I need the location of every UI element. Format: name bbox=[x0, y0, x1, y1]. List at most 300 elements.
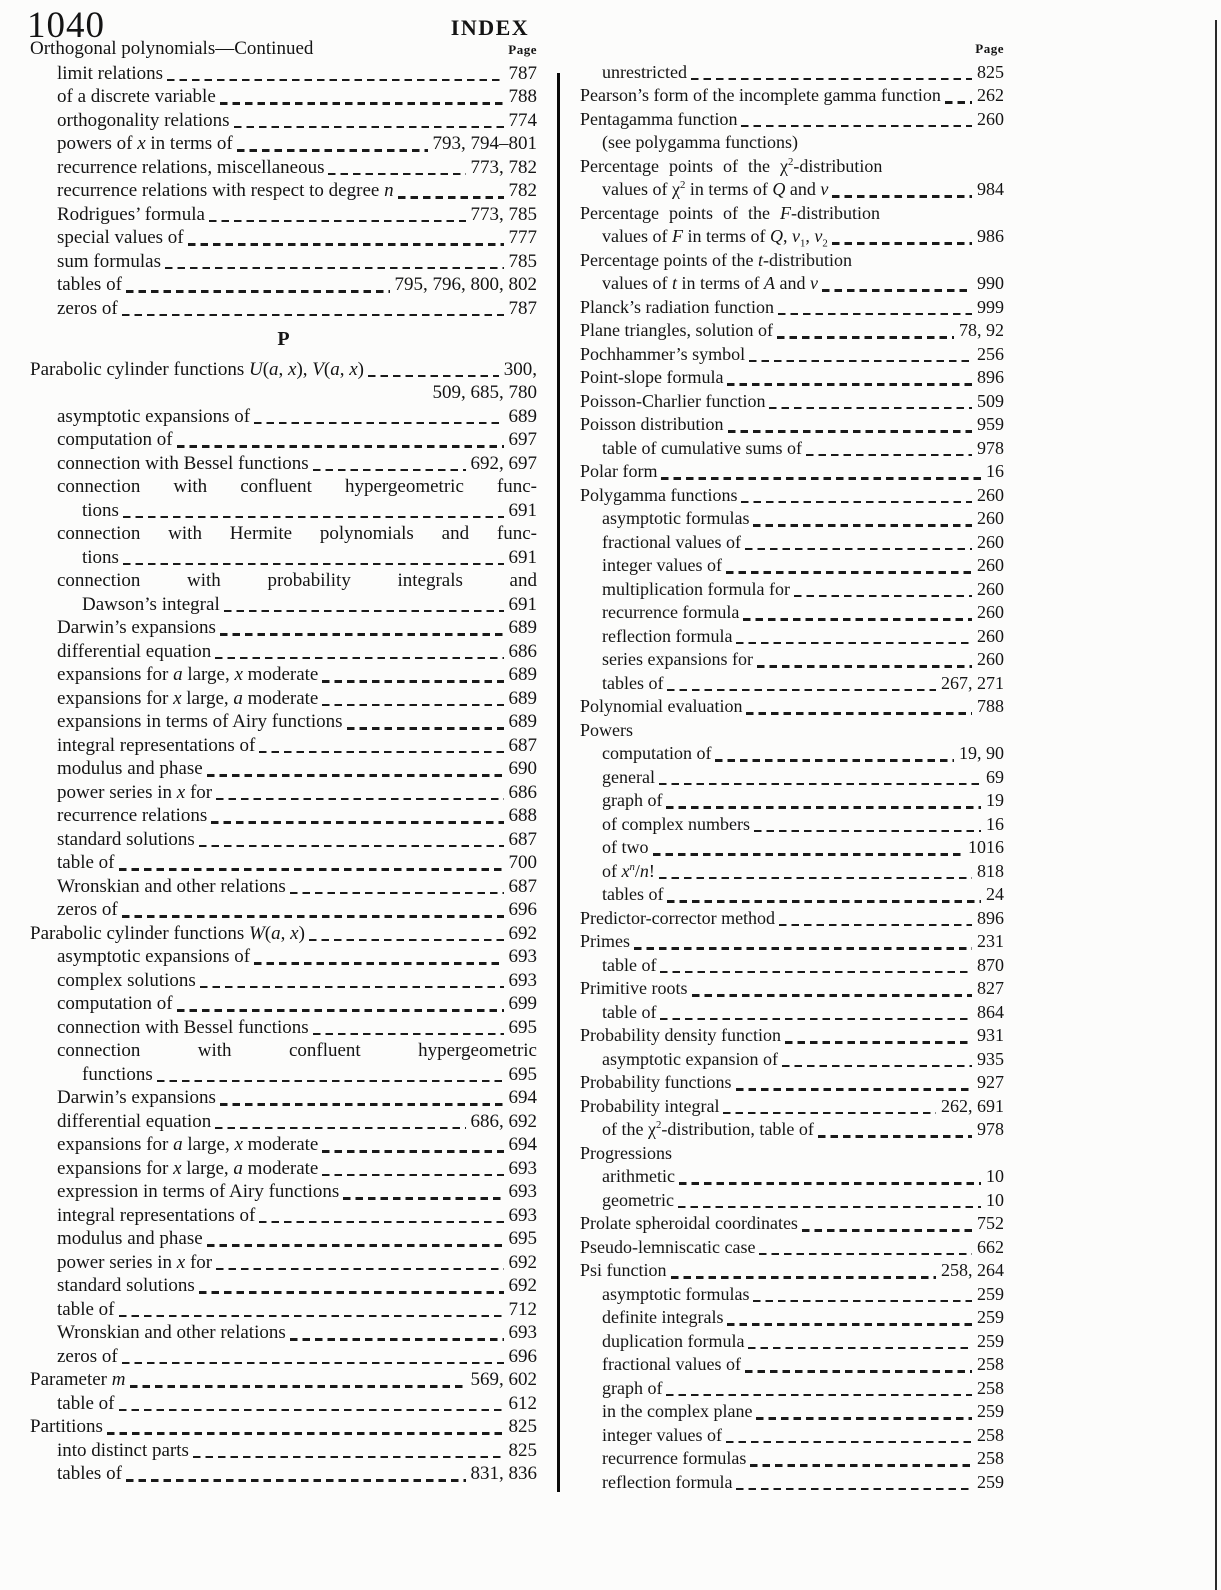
page-number: 927 bbox=[977, 1072, 1004, 1092]
entry-text: connection with Hermite polynomials and func- bbox=[57, 523, 537, 544]
page-number: 978 bbox=[977, 437, 1004, 458]
dot-leader bbox=[661, 477, 981, 480]
scan-edge-line bbox=[1215, 20, 1217, 1590]
dot-leader bbox=[756, 1417, 972, 1420]
page-column-label: Page bbox=[975, 41, 1004, 56]
dot-leader bbox=[234, 126, 504, 129]
page-number: 825 bbox=[508, 1416, 537, 1437]
index-entry bbox=[30, 922, 537, 946]
page-number: 700 bbox=[508, 852, 537, 873]
entry-text: Poisson distribution bbox=[580, 414, 724, 434]
dot-leader bbox=[667, 689, 936, 692]
entry-text: Rodrigues’ formula bbox=[57, 203, 205, 225]
page-number: 260 bbox=[977, 555, 1004, 575]
index-entry bbox=[580, 1212, 1004, 1236]
dot-leader bbox=[745, 1370, 972, 1373]
index-entry bbox=[580, 272, 1004, 296]
index-entry bbox=[580, 954, 1004, 978]
index-entry bbox=[30, 1086, 537, 1110]
dot-leader bbox=[224, 610, 504, 613]
entry-text: Predictor-corrector method bbox=[580, 907, 776, 928]
page-number: 259 bbox=[977, 1471, 1004, 1492]
page-number: 260 bbox=[977, 484, 1004, 505]
entry-text: tions bbox=[82, 499, 119, 521]
entry-text: Poisson-Charlier function bbox=[580, 390, 766, 411]
dot-leader bbox=[757, 665, 972, 668]
entry-text: Darwin’s expansions bbox=[57, 1087, 216, 1108]
index-entry bbox=[30, 781, 537, 805]
entry-text: special values of bbox=[57, 227, 184, 248]
dot-leader bbox=[832, 242, 972, 245]
index-entry bbox=[580, 578, 1004, 602]
dot-leader bbox=[666, 1394, 972, 1397]
index-entry bbox=[580, 484, 1004, 508]
entry-text: computation of bbox=[57, 993, 173, 1014]
page-number: 258 bbox=[977, 1354, 1004, 1374]
index-entry bbox=[580, 648, 1004, 672]
entry-text: expansions for a large, x moderate bbox=[57, 664, 319, 685]
dot-leader bbox=[123, 563, 504, 566]
index-entry bbox=[30, 1227, 537, 1251]
index-entry bbox=[30, 273, 537, 297]
entry-text: modulus and phase bbox=[57, 758, 203, 779]
index-entry bbox=[580, 719, 1004, 743]
index-entry bbox=[30, 297, 537, 321]
index-entry bbox=[30, 992, 537, 1016]
page-number: 691 bbox=[508, 499, 537, 521]
index-entry bbox=[30, 1392, 537, 1416]
entry-text: (see polygamma functions) bbox=[602, 132, 798, 152]
dot-leader bbox=[659, 877, 972, 880]
page-number: 896 bbox=[977, 367, 1004, 387]
index-entry bbox=[30, 156, 537, 180]
dot-leader bbox=[259, 1221, 503, 1224]
dot-leader bbox=[726, 1441, 972, 1444]
index-entry bbox=[580, 249, 1004, 273]
entry-text: integral representations of bbox=[57, 734, 256, 756]
entry-text: recurrence relations with respect to degree n bbox=[57, 180, 394, 201]
page-number: 712 bbox=[508, 1298, 537, 1320]
entry-text: connection with confluent hypergeometric func- bbox=[57, 476, 537, 497]
entry-text: P bbox=[277, 328, 290, 350]
index-entry bbox=[580, 390, 1004, 414]
entry-text: tables of bbox=[602, 884, 664, 904]
index-entry bbox=[30, 804, 537, 828]
dot-leader bbox=[679, 1182, 981, 1185]
entry-text: graph of bbox=[602, 1377, 663, 1398]
page-number: 689 bbox=[508, 687, 537, 709]
dot-leader bbox=[678, 1206, 981, 1209]
index-entry bbox=[30, 499, 537, 523]
page-number: 694 bbox=[508, 1134, 537, 1155]
page-number: 260 bbox=[977, 508, 1004, 528]
entry-text: Primes bbox=[580, 931, 631, 951]
entry-text: modulus and phase bbox=[57, 1228, 203, 1249]
entry-text: expansions for x large, a moderate bbox=[57, 1157, 319, 1179]
index-entry bbox=[580, 1306, 1004, 1330]
dot-leader bbox=[745, 548, 972, 551]
dot-leader bbox=[207, 774, 504, 777]
page-number: 864 bbox=[977, 1001, 1004, 1022]
page-number: 692, 697 bbox=[470, 452, 537, 474]
index-entry bbox=[30, 1110, 537, 1134]
page-number: 773, 782 bbox=[470, 156, 537, 178]
dot-leader bbox=[727, 1323, 972, 1326]
entry-text: integral representations of bbox=[57, 1204, 256, 1226]
index-entry bbox=[580, 108, 1004, 132]
entry-text: Planck’s radiation function bbox=[580, 296, 774, 317]
entry-text: integer values of bbox=[602, 555, 722, 575]
entry-text: Probability density function bbox=[580, 1025, 781, 1045]
page-number: 827 bbox=[977, 978, 1004, 998]
index-entry bbox=[30, 687, 537, 711]
page-number: 258 bbox=[977, 1424, 1004, 1445]
index-entry bbox=[580, 1283, 1004, 1307]
dot-leader bbox=[398, 196, 504, 199]
page-number: 691 bbox=[508, 593, 537, 615]
entry-text: recurrence formula bbox=[602, 602, 740, 622]
entry-text: Parabolic cylinder functions W(a, x) bbox=[30, 922, 305, 944]
entry-text: arithmetic bbox=[602, 1166, 675, 1186]
page-number: 693 bbox=[508, 1204, 537, 1226]
page-number: 19 bbox=[986, 790, 1004, 810]
page-number: 695 bbox=[508, 1016, 537, 1038]
entry-text: expansions in terms of Airy functions bbox=[57, 711, 343, 732]
page-number: 825 bbox=[977, 61, 1004, 82]
dot-leader bbox=[667, 900, 981, 903]
page-number: 695 bbox=[508, 1063, 537, 1085]
index-entry bbox=[30, 616, 537, 640]
index-entry bbox=[580, 625, 1004, 649]
index-entry bbox=[580, 1001, 1004, 1025]
index-entry bbox=[30, 640, 537, 664]
index-entry bbox=[30, 1274, 537, 1298]
entry-text: fractional values of bbox=[602, 1354, 741, 1374]
index-entry bbox=[580, 813, 1004, 837]
page-number: 692 bbox=[508, 1251, 537, 1273]
dot-leader bbox=[666, 806, 981, 809]
page-number: 773, 785 bbox=[470, 203, 537, 225]
page-number: 262, 691 bbox=[941, 1095, 1004, 1116]
page-number: 787 bbox=[508, 62, 537, 84]
index-entry bbox=[30, 358, 537, 382]
dot-leader bbox=[220, 1103, 504, 1106]
dot-leader bbox=[290, 1338, 504, 1341]
dot-leader bbox=[322, 1174, 503, 1177]
entry-text: recurrence relations bbox=[57, 805, 208, 826]
dot-leader bbox=[126, 1479, 466, 1482]
page-number: 662 bbox=[977, 1236, 1004, 1257]
dot-leader bbox=[177, 1009, 504, 1012]
entry-text: power series in x for bbox=[57, 1251, 213, 1273]
entry-text: fractional values of bbox=[602, 531, 741, 552]
dot-leader bbox=[254, 422, 503, 425]
page-number: 259 bbox=[977, 1401, 1004, 1421]
page-number: 931 bbox=[977, 1025, 1004, 1045]
dot-leader bbox=[659, 783, 981, 786]
page-number: 686 bbox=[508, 640, 537, 662]
index-entry bbox=[30, 250, 537, 274]
page-number: 258, 264 bbox=[941, 1260, 1004, 1280]
right-index-column bbox=[580, 37, 1004, 1494]
index-entry bbox=[580, 1236, 1004, 1260]
dot-leader bbox=[753, 524, 972, 527]
index-entry bbox=[30, 710, 537, 734]
entry-text: zeros of bbox=[57, 297, 118, 319]
entry-text: tables of bbox=[57, 1463, 122, 1484]
entry-text: differential equation bbox=[57, 1110, 212, 1132]
entry-text: graph of bbox=[602, 790, 663, 810]
entry-text: Polynomial evaluation bbox=[580, 696, 743, 716]
entry-text: Polygamma functions bbox=[580, 484, 738, 505]
index-entry bbox=[580, 507, 1004, 531]
dot-leader bbox=[328, 173, 465, 176]
page-number: 10 bbox=[986, 1189, 1004, 1210]
index-entry bbox=[30, 132, 537, 156]
page-number: 693 bbox=[508, 946, 537, 967]
dot-leader bbox=[130, 1385, 466, 1388]
index-entry bbox=[30, 663, 537, 687]
page-column-label: Page bbox=[508, 42, 537, 57]
entry-text: Partitions bbox=[30, 1416, 103, 1437]
dot-leader bbox=[634, 947, 972, 950]
entry-text: Probability functions bbox=[580, 1072, 732, 1092]
entry-text: Pseudo-lemniscatic case bbox=[580, 1236, 756, 1257]
entry-text: recurrence formulas bbox=[602, 1448, 747, 1468]
index-entry bbox=[580, 437, 1004, 461]
dot-leader bbox=[368, 375, 499, 378]
entry-text: expression in terms of Airy functions bbox=[57, 1181, 340, 1202]
index-entry bbox=[30, 1133, 537, 1157]
page-number: 258 bbox=[977, 1377, 1004, 1398]
dot-leader bbox=[167, 79, 503, 82]
index-entry bbox=[580, 1377, 1004, 1401]
index-entry bbox=[580, 296, 1004, 320]
index-entry bbox=[30, 405, 537, 429]
entry-text: Pochhammer’s symbol bbox=[580, 343, 746, 364]
entry-text: sum formulas bbox=[57, 250, 161, 272]
page-number: 69 bbox=[986, 766, 1004, 787]
index-entry bbox=[30, 1368, 537, 1392]
entry-text: reflection formula bbox=[602, 1471, 733, 1492]
index-entry bbox=[580, 1259, 1004, 1283]
dot-leader bbox=[157, 1080, 504, 1083]
page-number: 509, 685, 780 bbox=[432, 382, 537, 403]
index-entry bbox=[30, 898, 537, 922]
dot-leader bbox=[215, 657, 503, 660]
index-entry bbox=[30, 226, 537, 250]
page-number: 19, 90 bbox=[959, 743, 1004, 763]
index-entry bbox=[580, 554, 1004, 578]
page-number: 697 bbox=[508, 429, 537, 450]
entry-text: Primitive roots bbox=[580, 978, 688, 998]
dot-leader bbox=[802, 1229, 972, 1232]
entry-text: Point-slope formula bbox=[580, 367, 724, 387]
entry-text: Percentage points of the $\chi^2$-distribution bbox=[580, 155, 883, 176]
entry-text: Pentagamma function bbox=[580, 108, 738, 129]
page-number: 24 bbox=[986, 884, 1004, 904]
index-entry bbox=[30, 875, 537, 899]
dot-leader bbox=[727, 383, 972, 386]
entry-text: geometric bbox=[602, 1189, 674, 1210]
entry-text: zeros of bbox=[57, 899, 118, 920]
dot-leader bbox=[832, 195, 972, 198]
entry-text: integer values of bbox=[602, 1424, 722, 1445]
page-number: 16 bbox=[986, 813, 1004, 834]
dot-leader bbox=[749, 360, 972, 363]
index-entry bbox=[580, 1071, 1004, 1095]
page-number: 782 bbox=[508, 180, 537, 201]
index-entry bbox=[30, 428, 537, 452]
page-number: 777 bbox=[508, 227, 537, 248]
page-number: 1016 bbox=[968, 837, 1004, 857]
index-entry bbox=[30, 969, 537, 993]
entry-text: expansions for a large, x moderate bbox=[57, 1134, 319, 1155]
page-number: 787 bbox=[508, 297, 537, 319]
page-number: 689 bbox=[508, 711, 537, 732]
dot-leader bbox=[671, 1276, 936, 1279]
entry-text: connection with probability integrals and bbox=[57, 570, 537, 591]
entry-text: reflection formula bbox=[602, 625, 733, 646]
index-entry bbox=[580, 225, 1004, 249]
entry-text: asymptotic formulas bbox=[602, 1283, 750, 1304]
dot-leader bbox=[165, 267, 504, 270]
page-number: 688 bbox=[508, 805, 537, 826]
index-entry bbox=[30, 546, 537, 570]
page-title: INDEX bbox=[450, 15, 530, 40]
page-number: 267, 271 bbox=[941, 672, 1004, 693]
index-entry bbox=[580, 460, 1004, 484]
index-entry bbox=[580, 366, 1004, 390]
dot-leader bbox=[122, 314, 504, 317]
index-entry bbox=[580, 1330, 1004, 1354]
dot-leader bbox=[254, 962, 503, 965]
page-number: 686, 692 bbox=[470, 1110, 537, 1132]
entry-text: differential equation bbox=[57, 640, 212, 662]
page-number: 569, 602 bbox=[470, 1369, 537, 1390]
dot-leader bbox=[199, 1291, 504, 1294]
page-number: 687 bbox=[508, 734, 537, 756]
index-entry bbox=[30, 179, 537, 203]
index-entry bbox=[30, 569, 537, 593]
dot-leader bbox=[794, 595, 972, 598]
entry-text: power series in x for bbox=[57, 781, 213, 803]
index-entry bbox=[580, 977, 1004, 1001]
dot-leader bbox=[122, 915, 504, 918]
entry-text: Psi function bbox=[580, 1260, 667, 1280]
entry-text: asymptotic formulas bbox=[602, 508, 750, 528]
dot-leader bbox=[777, 336, 954, 339]
entry-text: Parameter m bbox=[30, 1369, 126, 1390]
index-entry bbox=[30, 828, 537, 852]
index-entry bbox=[30, 62, 537, 86]
entry-text: values of F in terms of Q, $\nu_1$, $\nu_2$ bbox=[602, 226, 828, 250]
index-entry bbox=[30, 593, 537, 617]
index-entry bbox=[580, 1189, 1004, 1213]
index-entry bbox=[580, 930, 1004, 954]
index-entry bbox=[580, 1471, 1004, 1495]
dot-leader bbox=[691, 78, 972, 81]
entry-text: table of bbox=[57, 1392, 115, 1414]
page-number: 256 bbox=[977, 343, 1004, 364]
index-entry bbox=[30, 37, 537, 62]
page-number: 689 bbox=[508, 664, 537, 685]
page-number: 689 bbox=[508, 405, 537, 427]
page-number: 984 bbox=[977, 179, 1004, 199]
index-entry bbox=[30, 452, 537, 476]
index-entry bbox=[580, 883, 1004, 907]
page-number: 687 bbox=[508, 875, 537, 897]
index-entry bbox=[580, 1095, 1004, 1119]
entry-text: in the complex plane bbox=[602, 1401, 753, 1421]
index-entry bbox=[30, 1063, 537, 1087]
dot-leader bbox=[347, 727, 504, 730]
dot-leader bbox=[748, 1347, 972, 1350]
index-entry bbox=[580, 742, 1004, 766]
page-number: 259 bbox=[977, 1330, 1004, 1351]
dot-leader bbox=[215, 1127, 465, 1130]
page-number: 818 bbox=[977, 860, 1004, 881]
entry-text: Percentage points of the t-distribution bbox=[580, 249, 852, 270]
dot-leader bbox=[259, 751, 503, 754]
entry-text: powers of x in terms of bbox=[57, 133, 233, 154]
entry-text: limit relations bbox=[57, 62, 164, 84]
dot-leader bbox=[216, 798, 503, 801]
dot-leader bbox=[200, 986, 504, 989]
index-entry bbox=[30, 475, 537, 499]
page-number: 692 bbox=[508, 922, 537, 944]
dot-leader bbox=[785, 1041, 972, 1044]
page-number: 978 bbox=[977, 1119, 1004, 1139]
entry-text: table of bbox=[602, 1001, 657, 1022]
page-number: 262 bbox=[977, 85, 1004, 105]
index-entry bbox=[580, 836, 1004, 860]
page-number: 999 bbox=[977, 296, 1004, 317]
page-number: 78, 92 bbox=[959, 320, 1004, 340]
entry-text: Pearson’s form of the incomplete gamma function bbox=[580, 85, 941, 105]
dot-leader bbox=[122, 1362, 504, 1365]
index-entry bbox=[30, 945, 537, 969]
page-number: 686 bbox=[508, 781, 537, 803]
page-number: 260 bbox=[977, 625, 1004, 646]
entry-text: orthogonality relations bbox=[57, 109, 230, 131]
entry-text: Wronskian and other relations bbox=[57, 1322, 286, 1343]
page-number: 696 bbox=[508, 1345, 537, 1367]
entry-text: Darwin’s expansions bbox=[57, 617, 216, 638]
index-entry bbox=[580, 672, 1004, 696]
entry-text: zeros of bbox=[57, 1345, 118, 1367]
index-entry bbox=[580, 178, 1004, 202]
index-entry bbox=[30, 1298, 537, 1322]
dot-leader bbox=[779, 924, 972, 927]
dot-leader bbox=[759, 1253, 972, 1256]
index-entry bbox=[580, 155, 1004, 179]
page-number: 699 bbox=[508, 993, 537, 1014]
index-entry bbox=[580, 531, 1004, 555]
index-entry bbox=[580, 860, 1004, 884]
entry-text: Progressions bbox=[580, 1142, 673, 1163]
dot-leader bbox=[322, 680, 503, 683]
entry-text: duplication formula bbox=[602, 1330, 745, 1351]
dot-leader bbox=[126, 290, 390, 293]
page-number: 509 bbox=[977, 390, 1004, 411]
page-number: 689 bbox=[508, 617, 537, 638]
entry-text: of two bbox=[602, 837, 649, 857]
entry-text: standard solutions bbox=[57, 828, 195, 850]
page-number: 870 bbox=[977, 954, 1004, 975]
entry-text: table of bbox=[57, 852, 115, 873]
dot-leader bbox=[313, 1033, 504, 1036]
